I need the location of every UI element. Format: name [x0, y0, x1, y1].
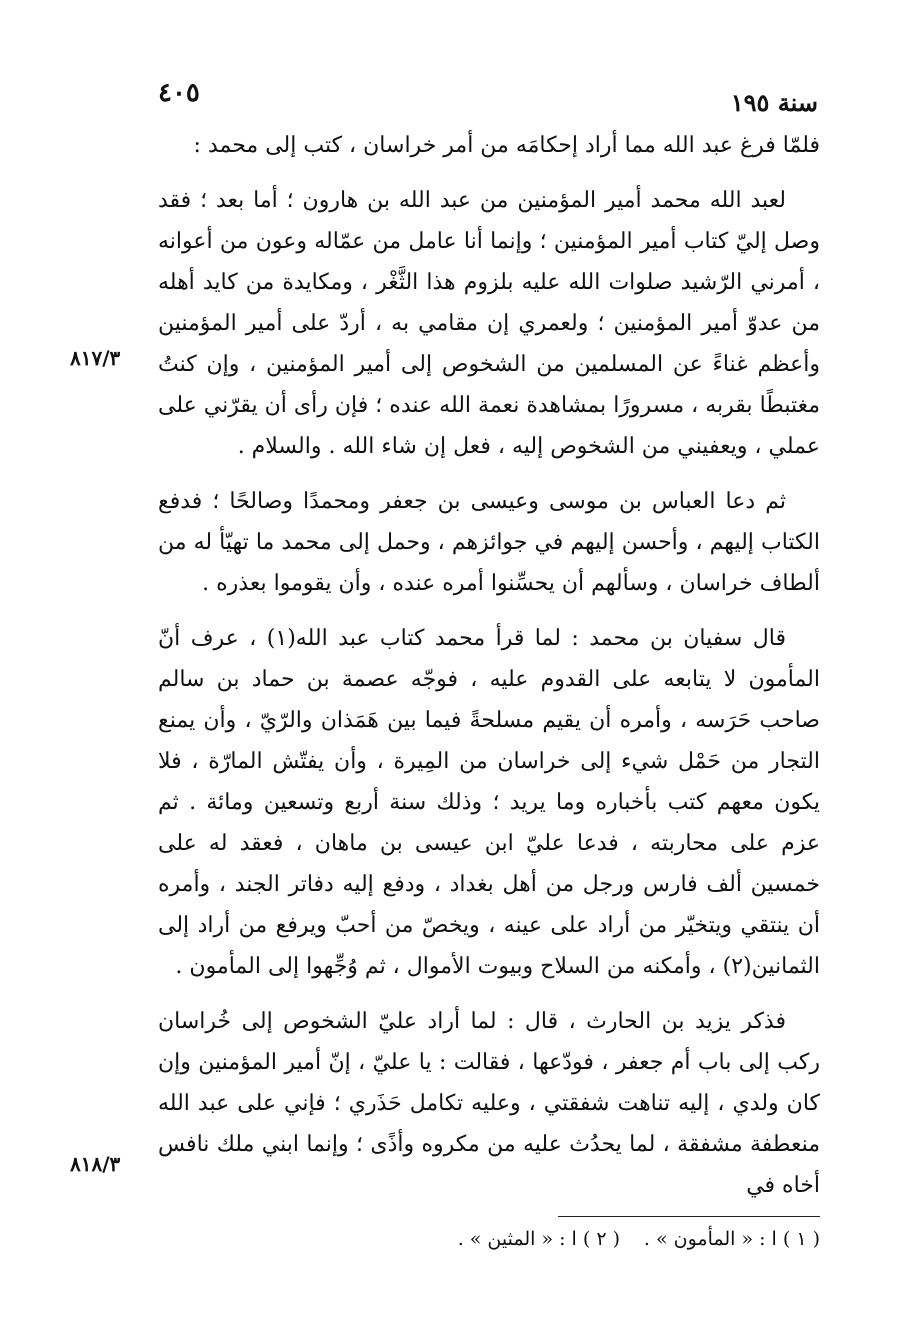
paragraph: لعبد الله محمد أمير المؤمنين من عبد الله بن هارون ؛ أما بعد ؛ فقد وصل إليّ كتاب أمير المؤمنين ؛ وإنما أنا عامل من عمّاله وعون من أعوانه ، أمرني الرّشيد صلوات الله عليه بلزوم هذا الثَّغْر ، ومكايدة من كايد أهله من عدوّ أمير المؤمنين ؛ ولعمري إن مقامي به ، أردّ على أمير المؤمنين وأعظم غناءً عن المسلمين من الشخوص إلى أمير المؤمنين ، وإن كنتُ مغتبطًا بقربه ، مسرورًا بمشاهدة نعمة الله عنده ؛ فإن رأى أن يقرّني على عملي ، ويعفيني من الشخوص إليه ، فعل إن شاء الله . والسلام . [158, 188, 821, 459]
footnote-rule [558, 1216, 820, 1217]
paragraph: قال سفيان بن محمد : لما قرأ محمد كتاب عبد الله(١) ، عرف أنّ المأمون لا يتابعه على القدوم عليه ، فوجّه عصمة بن حماد بن سالم صاحب حَرَسه ، وأمره أن يقيم مسلحةً فيما بين هَمَذان والرّيّ ، وأن يمنع التجار من حَمْل شيء إلى خراسان من المِيرة ، وأن يفتّش المارّة ، فلا يكون معهم كتب بأخباره وما يريد ؛ وذلك سنة أربع وتسعين ومائة . ثم عزم على محاربته ، فدعا عليّ ابن عيسى بن ماهان ، فعقد له على خمسين ألف فارس ورجل من أهل بغداد ، ودفع إليه دفاتر الجند ، وأمره أن ينتقي ويتخيّر من أراد على عينه ، ويخصّ من أحبّ ويرفع من أراد إلى الثمانين(٢) ، وأمكنه من السلاح وبيوت الأموال ، ثم وُجِّهوا إلى المأمون . [158, 626, 820, 979]
page-header [158, 78, 818, 118]
footnotes [300, 1224, 820, 1258]
page-number: ٤٠٥ [158, 78, 200, 108]
margin-note: ٨١٧/٣ [70, 346, 121, 370]
paragraph: ثم دعا العباس بن موسى وعيسى بن جعفر ومحمدًا وصالحًا ؛ فدفع الكتاب إليهم ، وأحسن إليهم في جوائزهم ، وحمل إلى محمد ما تهيّأ له من ألطاف خراسان ، وسألهم أن يحسِّنوا أمره عنده ، وأن يقوموا بعذره . [158, 489, 820, 596]
footnote: ( ١ ) ا : « المأمون » . [643, 1228, 820, 1250]
margin-note: ٨١٨/٣ [70, 1152, 121, 1176]
paragraph: فلمّا فرغ عبد الله مما أراد إحكامَه من أمر خراسان ، كتب إلى محمد : [193, 133, 820, 158]
running-head: سنة ١٩٥ [730, 88, 818, 117]
body-text [158, 125, 820, 1220]
footnote: ( ٢ ) ا : « المثين » . [457, 1228, 620, 1250]
paragraph: فذكر يزيد بن الحارث ، قال : لما أراد عليّ الشخوص إلى خُراسان ركب إلى باب أم جعفر ، فودّعها ، فقالت : يا عليّ ، إنّ أمير المؤمنين وإن كان ولدي ، إليه تناهت شفقتي ، وعليه تكامل حَذَري ؛ فإني على عبد الله منعطفة مشفقة ، لما يحدُث عليه من مكروه وأذًى ؛ وإنما ابني ملك نافس أخاه في [158, 1009, 821, 1198]
